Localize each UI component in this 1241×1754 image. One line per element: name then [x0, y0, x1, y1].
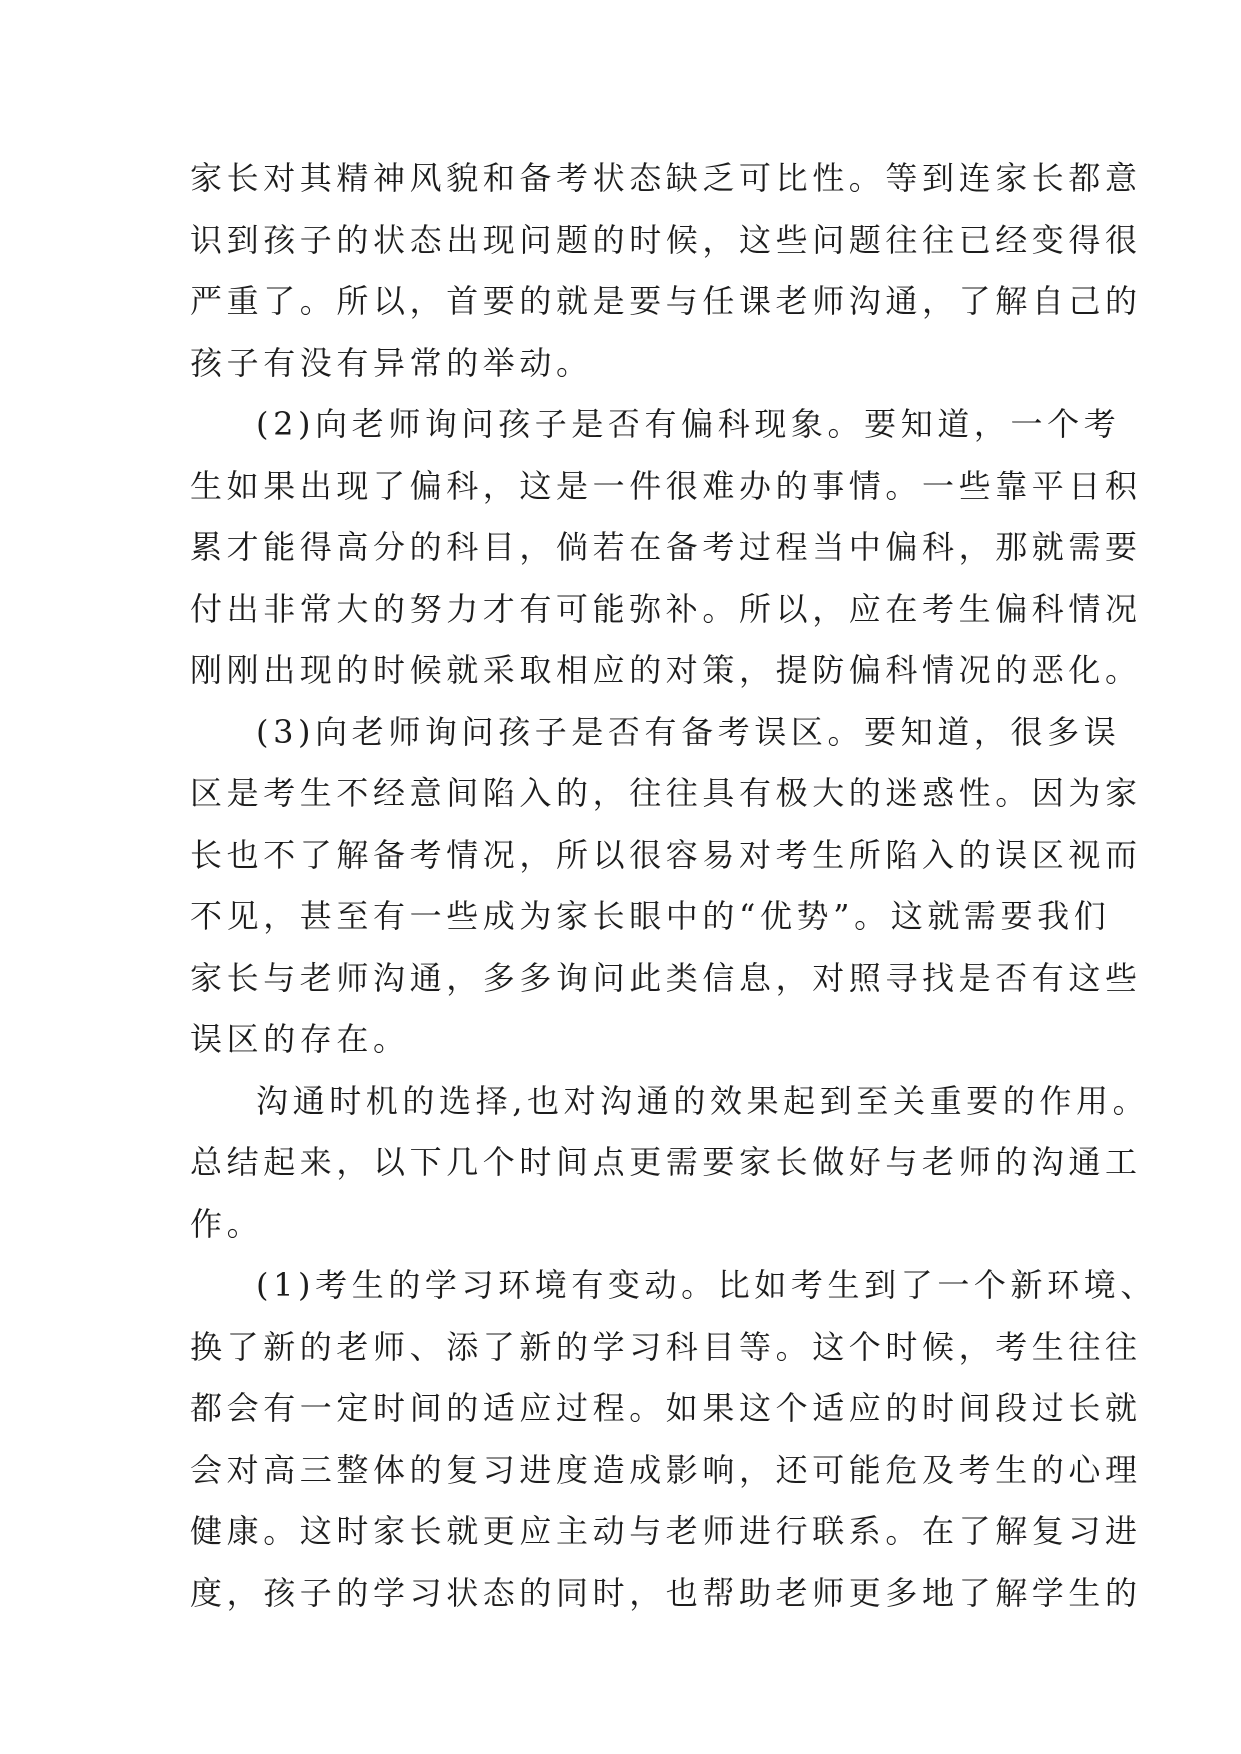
text-line: 总结起来，以下几个时间点更需要家长做好与老师的沟通工: [190, 1143, 1142, 1181]
body-text: [190, 148, 1157, 1624]
paragraph-start-line: 沟通时机的选择,也对沟通的效果起到至关重要的作用。: [256, 1081, 1150, 1120]
text-line: 健康。这时家长就更应主动与老师进行联系。在了解复习进: [190, 1512, 1142, 1550]
text-line: 会对高三整体的复习进度造成影响，还可能危及考生的心理: [190, 1450, 1142, 1489]
text-line: 区是考生不经意间陷入的，往往具有极大的迷惑性。因为家: [190, 774, 1142, 812]
text-line: 刚刚出现的时候就采取相应的对策，提防偏科情况的恶化。: [190, 651, 1142, 689]
paragraph-start-line: (1)考生的学习环境有变动。比如考生到了一个新环境、: [256, 1266, 1157, 1304]
text-line: 都会有一定时间的适应过程。如果这个适应的时间段过长就: [190, 1389, 1142, 1427]
text-line: 换了新的老师、添了新的学习科目等。这个时候，考生往往: [190, 1327, 1142, 1366]
text-line: 家长对其精神风貌和备考状态缺乏可比性。等到连家长都意: [190, 159, 1142, 197]
text-line: 严重了。所以，首要的就是要与任课老师沟通，了解自己的: [190, 282, 1142, 320]
paragraph-start-line: (3)向老师询问孩子是否有备考误区。要知道，很多误: [256, 712, 1121, 751]
text-line: 孩子有没有异常的举动。: [190, 343, 593, 382]
text-line: 累才能得高分的科目，倘若在备考过程当中偏科，那就需要: [190, 528, 1142, 566]
text-line: 生如果出现了偏科，这是一件很难办的事情。一些靠平日积: [190, 466, 1142, 505]
paragraph-start-line: (2)向老师询问孩子是否有偏科现象。要知道，一个考: [256, 405, 1121, 443]
text-line: 不见，甚至有一些成为家长眼中的“优势”。这就需要我们: [190, 897, 1111, 935]
text-line: 付出非常大的努力才有可能弥补。所以，应在考生偏科情况: [190, 589, 1142, 628]
text-line: 作。: [190, 1204, 264, 1243]
text-line: 长也不了解备考情况，所以很容易对考生所陷入的误区视而: [190, 835, 1142, 874]
text-line: 识到孩子的状态出现问题的时候，这些问题往往已经变得很: [190, 220, 1142, 259]
text-line: 误区的存在。: [190, 1020, 410, 1058]
text-line: 家长与老师沟通，多多询问此类信息，对照寻找是否有这些: [190, 958, 1142, 997]
text-line: 度，孩子的学习状态的同时，也帮助老师更多地了解学生的: [190, 1573, 1142, 1612]
